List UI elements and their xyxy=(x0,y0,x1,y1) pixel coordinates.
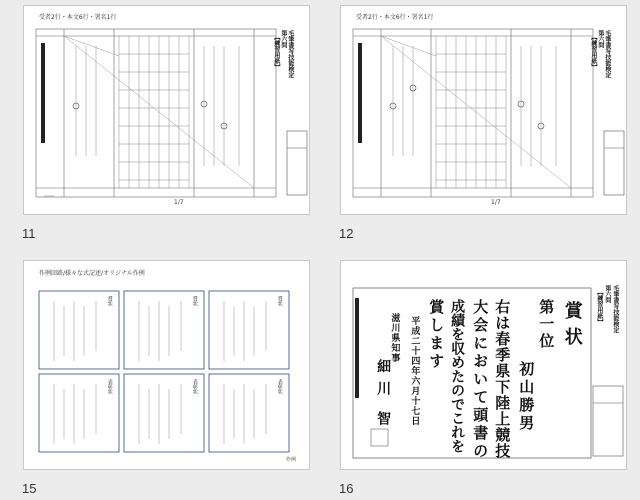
side-question-12: 第六問 xyxy=(596,30,604,48)
page-11-header: 受者2行・本文6行・署名1行 xyxy=(39,14,117,21)
certificate-body-line-2: 大会において頭書の xyxy=(471,299,490,461)
page-15-preview xyxy=(23,260,310,470)
certificate-body-line-3: 成績を収めたのでこれを xyxy=(449,299,466,453)
side-tag-16: 【練習用紙】 xyxy=(595,289,603,325)
page-thumbnail-11[interactable] xyxy=(8,0,308,245)
certificate-date: 平成二十四年六月十七日 xyxy=(409,316,420,426)
certificate-body-line-1: 右は春季県下陸上競技 xyxy=(493,299,512,459)
side-title-11: 毛筆書写技能検定 xyxy=(286,30,294,78)
page-16-preview xyxy=(340,260,627,470)
cert-label-6: 表彰状 xyxy=(276,379,283,394)
page-15-header: 作例回路/様々な式記述/オリジナル作例 xyxy=(39,270,145,277)
page-12-preview xyxy=(340,5,627,215)
certificate-body-line-4: 賞します xyxy=(427,299,446,371)
page-15-footer: 作例 xyxy=(286,457,297,463)
certificate-issuer-name-2: 智 xyxy=(375,411,392,425)
cert-label-1: 賞状 xyxy=(106,296,113,306)
example-certificates-grid xyxy=(24,261,310,470)
page-number-16: 16 xyxy=(339,481,354,496)
certificate-issuer-title: 滋川県知事 xyxy=(389,313,400,363)
certificate-recipient: 初山勝男 xyxy=(517,361,536,433)
cert-label-2: 賞状 xyxy=(191,296,198,306)
page-thumbnail-15[interactable] xyxy=(8,255,308,500)
cert-label-5: 表彰状 xyxy=(191,379,198,394)
cert-label-4: 表彰状 xyxy=(106,379,113,394)
side-title-12: 毛筆書写技能検定 xyxy=(603,30,611,78)
cert-label-3: 賞状 xyxy=(276,296,283,306)
page-thumbnail-16[interactable] xyxy=(325,255,625,500)
certificate-rank: 第一位 xyxy=(537,299,556,350)
page-thumbnail-12[interactable] xyxy=(325,0,625,245)
side-tag-12: 【練習用紙】 xyxy=(589,34,597,70)
side-tag-11: 【練習用紙】 xyxy=(272,34,280,70)
page-number-12: 12 xyxy=(339,226,354,241)
certificate-title: 賞状 xyxy=(561,301,583,353)
practice-grid-12 xyxy=(341,6,627,215)
footer-mark-12: 1/7 xyxy=(491,199,501,206)
side-question-16: 第六問 xyxy=(603,285,611,303)
page-11-preview xyxy=(23,5,310,215)
side-question-11: 第六問 xyxy=(279,30,287,48)
page-number-15: 15 xyxy=(22,481,37,496)
page-number-11: 11 xyxy=(22,226,36,241)
certificate-issuer-name: 細川 xyxy=(375,359,392,403)
footer-mark-11: 1/7 xyxy=(174,199,184,206)
practice-grid-11 xyxy=(24,6,310,215)
side-title-16: 毛筆書写技能検定 xyxy=(611,285,619,333)
page-12-header: 受者2行・本文6行・署名1行 xyxy=(356,14,434,21)
